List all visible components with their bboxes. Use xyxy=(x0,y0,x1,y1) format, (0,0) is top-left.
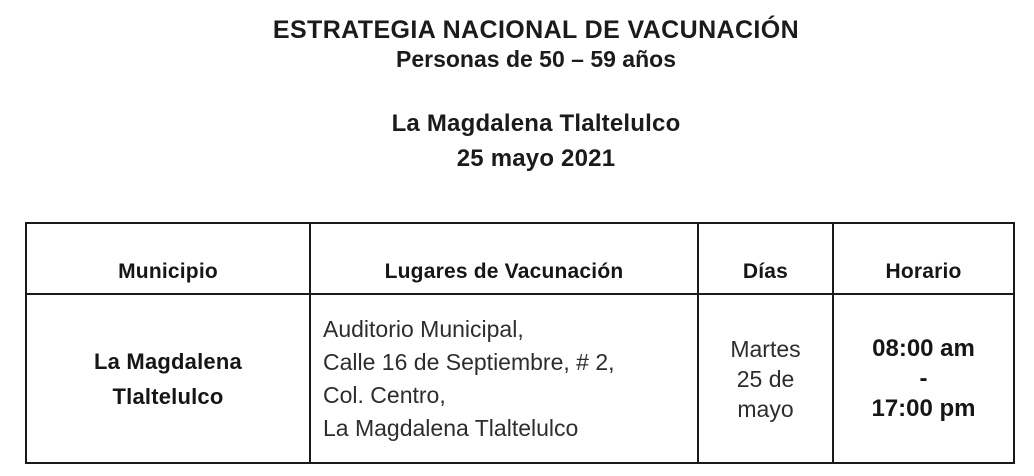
column-header-horario: Horario xyxy=(833,223,1014,294)
location-heading: La Magdalena Tlaltelulco xyxy=(391,110,681,137)
table-row xyxy=(26,294,1014,463)
municipio-cell xyxy=(26,294,310,463)
date-heading: 25 mayo 2021 xyxy=(456,145,616,172)
document-header xyxy=(0,16,1034,176)
column-header-dias: Días xyxy=(698,223,833,294)
column-header-municipio: Municipio xyxy=(26,223,310,294)
municipio-line: Tlaltelulco xyxy=(112,383,224,409)
lugares-line: Auditorio Municipal, xyxy=(323,315,524,342)
horario-cell xyxy=(833,294,1014,463)
lugares-cell xyxy=(310,294,698,463)
dias-line: mayo xyxy=(737,395,794,422)
column-header-lugares: Lugares de Vacunación xyxy=(310,223,698,294)
dias-line: 25 de xyxy=(736,365,795,392)
location-date-block xyxy=(38,106,1034,176)
table-header-row xyxy=(26,223,1014,294)
page-subtitle: Personas de 50 – 59 años xyxy=(396,46,676,72)
dias-cell xyxy=(698,294,833,463)
horario-line: 08:00 am xyxy=(872,334,975,362)
page-title: ESTRATEGIA NACIONAL DE VACUNACIÓN xyxy=(272,16,800,44)
lugares-line: Col. Centro, xyxy=(323,381,446,408)
horario-line: 17:00 pm xyxy=(871,394,976,422)
lugares-line: Calle 16 de Septiembre, # 2, xyxy=(323,348,615,375)
lugares-line: La Magdalena Tlaltelulco xyxy=(323,414,579,441)
vaccination-schedule-table xyxy=(25,222,1015,464)
municipio-line: La Magdalena xyxy=(94,348,242,374)
dias-line: Martes xyxy=(730,335,801,362)
horario-line: - xyxy=(919,364,928,392)
